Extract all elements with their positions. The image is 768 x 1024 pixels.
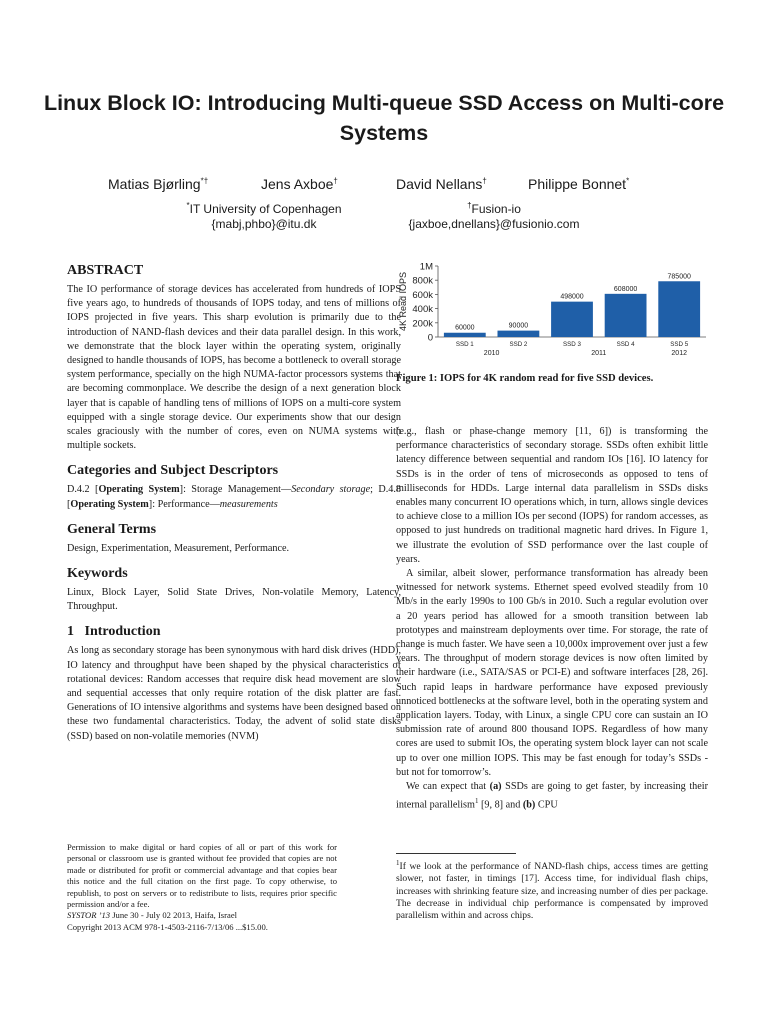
introduction-heading: 1 Introduction [67, 624, 161, 640]
footnote: $^1$If we look at the performance of NAND-flash chips, access times are getting slower, not faster, in timings [17]. Access time, for individual flash chips, increases with shrinking feature size, and increasing number of dies per package. The decrease in individual chip performance is compensated by improved parallelism within and across chips. [396, 859, 708, 921]
right-column [396, 425, 708, 813]
x-tick-label: SSD 4 [616, 341, 635, 348]
author-nellans: David Nellans† [396, 176, 487, 192]
introduction-paragraph-2: A similar, albeit slower, performance transformation has already been witnessed for network systems. Ethernet speed evolved steadily from 10 Mb/s in the early 1990s to 100 Gb/s in 2010. Such a regular evolution over a 20 years period has allowed for a smooth transition between lab prototypes and mainstream deployments over time. For storage, the rate of change is much faster. We have seen a 10,000x improvement over just a few years. The throughput of modern storage devices is now often limited by their hardware (i.e., SATA/SAS or PCI-E) and software interfaces [28, 26]. Such rapid leaps in hardware performance have exposed previously unnoticed bottlenecks at the software level, both in the operating system and application layers. Today, with Linux, a single CPU core can sustain an IO submission rate of around 800 thousand IOPS. Regardless of how many cores are used to submit IOs, the operating system block layer can not scale up to over one million IOPS. This may be fast enough for today’s SSDs - but not for tomorrow’s. [396, 568, 708, 778]
categories-section [67, 462, 401, 511]
author-bjorling: Matias Bjørling*† [108, 176, 209, 192]
paper-title: Linux Block IO: Introducing Multi-queue SSD Access on Multi-core Systems [43, 91, 725, 145]
bar-ssd-2 [497, 331, 539, 337]
bar-data-label: 608000 [613, 285, 638, 293]
author-bonnet: Philippe Bonnet* [528, 176, 630, 192]
left-column [67, 262, 401, 744]
abstract-text: The IO performance of storage devices has accelerated from hundreds of IOPS five years ago, to hundreds of thousands of IOPS today, and tens of millions of IOPS projected in five years. This sharp evolution is primarily due to the introduction of NAND-flash devices and their data parallel design. In this work, we demonstrate that the block layer within the operating system, originally designed to handle thousands of IOPS, has become a bottleneck to overall storage system performance, specially on the high NUMA-factor processors systems that are becoming commonplace. We describe the design of a next generation block layer that is capable of handling tens of millions of IOPS on a multi-core system equipped with a single storage device. Our experiments show that our design scales graciously with the number of cores, even on NUMA systems with multiple sockets. [67, 284, 401, 452]
y-tick-label: 800k [412, 275, 433, 287]
y-tick-label: 400k [412, 304, 433, 316]
bar-data-label: 90000 [508, 322, 529, 330]
x-tick-label: SSD 2 [509, 341, 528, 348]
y-tick-label: 200k [412, 318, 433, 330]
introduction-paragraph-1-continued: (e.g., flash or phase-change memory [11, 6]) is transforming the performance characteristics of secondary storage. SSDs often exhibit little latency difference between sequential and random IOs [16]. IO latency for SSDs is in the order of tens of microseconds as opposed to tens of milliseconds for HDDs. Large internal data parallelism in SSDs disks enables many concurrent IO operations which, in turn, allows single devices to achieve close to a million IOs per second (IOPS) for random accesses, as opposed to just hundreds on traditional magnetic hard drives. In Figure 1, we illustrate the evolution of SSD performance over the last couple of years. [396, 426, 708, 565]
bar-data-label: 785000 [667, 273, 691, 281]
categories-heading: Categories and Subject Descriptors [67, 463, 279, 479]
x-tick-label: SSD 1 [455, 341, 474, 348]
author-axboe: Jens Axboe† [261, 176, 338, 192]
year-label: 2012 [671, 350, 687, 357]
bar-ssd-3 [551, 302, 593, 337]
affiliation-itu: *IT University of Copenhagen {mabj,phbo}@itu.dk [186, 201, 342, 231]
introduction-paragraph-3: We can expect that (a) SSDs are going to get faster, by increasing their internal parallelism$^1$ [9, 8] and (b) CPU [396, 781, 708, 811]
general-terms-section [67, 521, 401, 556]
y-tick-label: 1M [419, 261, 433, 273]
keywords-section [67, 565, 401, 614]
footnote-divider [396, 853, 516, 854]
y-tick-label: 0 [427, 332, 433, 344]
bar-data-label: 498000 [560, 293, 584, 301]
figure-caption: Figure 1: IOPS for 4K random read for five SSD devices. [396, 373, 654, 384]
keywords-heading: Keywords [67, 566, 128, 582]
year-label: 2011 [591, 350, 607, 357]
x-tick-label: SSD 5 [670, 341, 689, 348]
permission-notice: Permission to make digital or hard copies of all or part of this work for personal or classroom use is granted without fee provided that copies are not made or distributed for profit or commercial advantage and that copies bear this notice and the full citation on the first page. To copy otherwise, to republish, to post on servers or to redistribute to lists, requires prior specific permission and/or a fee. SYSTOR ’13 June 30 - July 02 2013, Haifa, Israel Copyright 2013 ACM 978-1-4503-2116-7/13/06 ...$15.00. [67, 842, 337, 932]
abstract-heading: ABSTRACT [67, 263, 144, 278]
figure-1-chart [396, 258, 708, 368]
y-axis-label: 4K Read IOPS [398, 271, 408, 332]
x-tick-label: SSD 3 [563, 341, 581, 348]
bar-ssd-4 [605, 294, 647, 337]
introduction-paragraph-1: As long as secondary storage has been synonymous with hard disk drives (HDD), IO latency and throughput have been shaped by the physical characteristics of rotational devices: Random accesses that require disk head movement are slow and sequential accesses that only require rotation of the disk platter are fast. Generations of IO intensive algorithms and systems have been designed based on these two fundamental characteristics. Today, the advent of solid state disks (SSD) based on non-volatile memories (NVM) [67, 645, 401, 742]
general-terms-heading: General Terms [67, 521, 157, 537]
introduction-section [67, 623, 401, 743]
y-tick-label: 600k [412, 289, 433, 301]
general-terms-text: Design, Experimentation, Measurement, Performance. [67, 542, 290, 554]
bar-ssd-5 [658, 281, 700, 337]
affiliation-fusionio: †Fusion-io {jaxboe,dnellans}@fusionio.com [408, 201, 580, 231]
bar-data-label: 60000 [455, 324, 475, 332]
categories-text: D.4.2 [Operating System]: Storage Management—Secondary storage; D.4.8 [Operating System]: Performance—measurements [67, 484, 402, 510]
keywords-text: Linux, Block Layer, Solid State Drives, Non-volatile Memory, Latency, Throughput. [67, 587, 401, 613]
year-label: 2010 [483, 350, 500, 357]
bar-ssd-1 [444, 333, 486, 337]
